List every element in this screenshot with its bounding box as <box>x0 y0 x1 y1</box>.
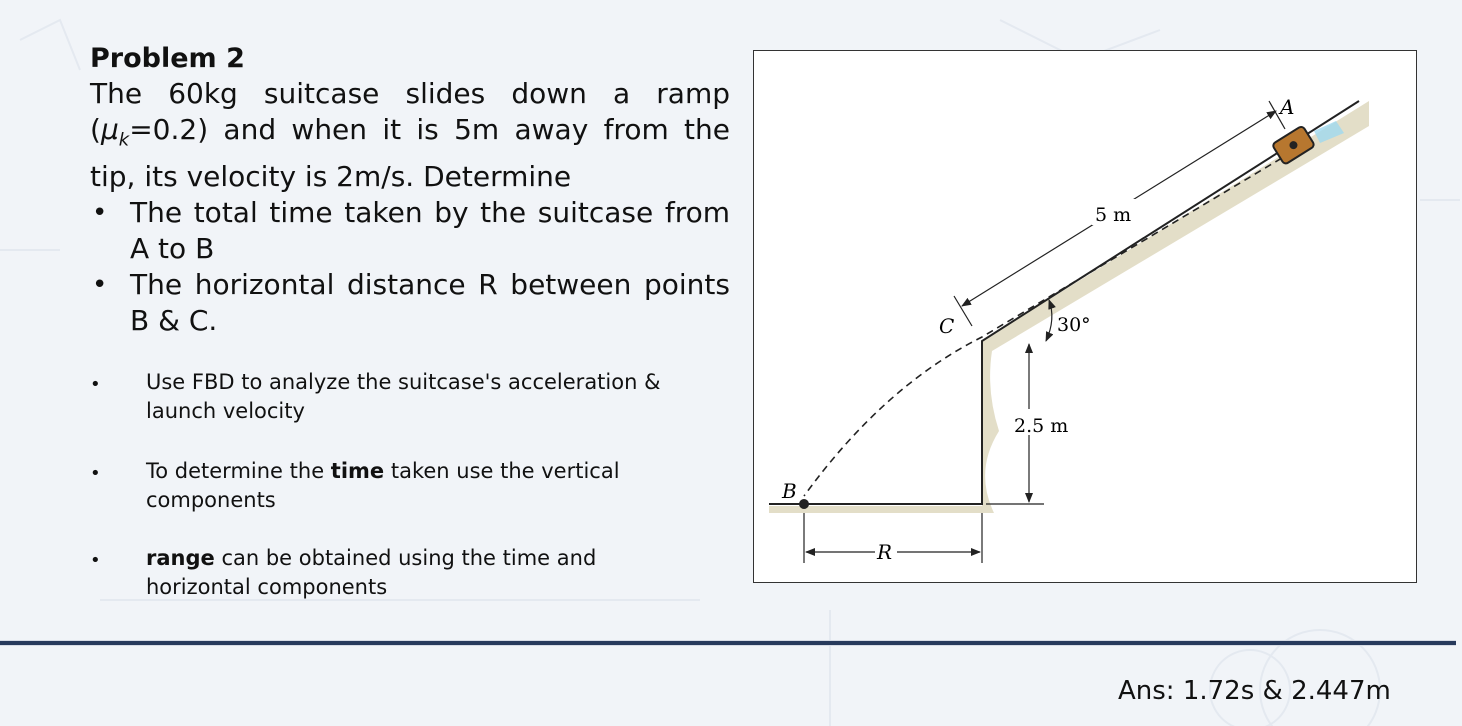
problem-text-part-1: The 60kg suitcase slides down a ramp ( <box>90 77 730 146</box>
footer-divider <box>0 640 1456 646</box>
problem-title: Problem 2 <box>90 43 245 74</box>
hint-list <box>90 368 690 602</box>
hint-text: taken use the vertical components <box>146 459 620 512</box>
hint-item <box>90 457 690 515</box>
problem-text-part-2: =0.2) and when it is 5m away from the tip, its velocity is 2m/s. Determine <box>90 113 730 193</box>
point-b-label: B <box>782 479 797 503</box>
point-a-label: A <box>1280 95 1295 119</box>
point-c-label: C <box>939 314 955 338</box>
height-label: 2.5 m <box>1014 415 1069 437</box>
angle-label: 30° <box>1057 314 1091 336</box>
ground-shading <box>769 101 1369 513</box>
hint-text: To determine the <box>146 459 331 483</box>
ramp-diagram <box>754 51 1416 582</box>
problem-statement <box>90 42 730 339</box>
goal-item: • The horizontal distance R between points B & C. <box>90 267 730 339</box>
hint-item <box>90 544 690 602</box>
mu-symbol: μ <box>100 113 119 146</box>
mu-subscript: k <box>118 129 130 151</box>
answer-text: Ans: 1.72s & 2.447m <box>1118 676 1391 706</box>
hint-bold-text: time <box>330 459 385 483</box>
range-label: R <box>877 540 893 564</box>
ramp-figure <box>753 50 1417 583</box>
goal-item: • The total time taken by the suitcase from A to B <box>90 195 730 267</box>
goal-list <box>90 195 730 339</box>
hint-bold-text: range <box>146 546 215 570</box>
extension-line <box>954 296 972 326</box>
hint-text: can be obtained using the time and horizontal components <box>146 546 597 599</box>
point-b-marker <box>799 499 809 509</box>
ramp-length-label: 5 m <box>1095 204 1132 226</box>
hint-item: • Use FBD to analyze the suitcase's acceleration & launch velocity <box>90 368 690 426</box>
problem-text <box>90 76 730 195</box>
